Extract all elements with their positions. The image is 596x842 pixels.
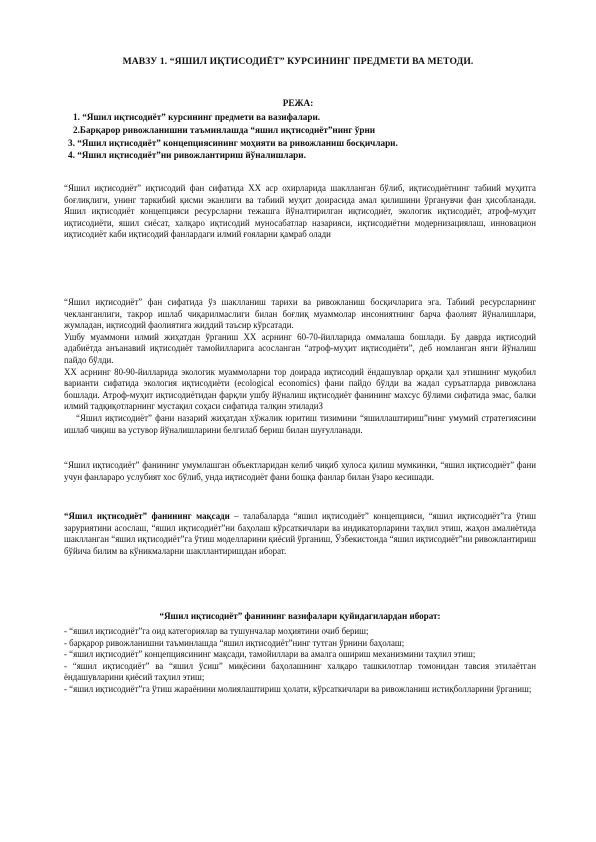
plan-item: 2.Барқарор ривожланишни таъминлашда “яшил иқтисодиёт”нинг ўрни (73, 124, 376, 135)
plan-item: 1. “Яшил иқтисодиёт” курсининг предмети ва вазифалари. (73, 112, 321, 122)
paragraph-goal (64, 511, 536, 557)
list-item: - “яшил иқтисодиёт”га ўтиш жараёнини молиялаштириш ҳолати, кўрсаткичлари ва ривожланиш истиқболларини ўрганиш; (64, 683, 532, 694)
tasks-list (64, 626, 536, 696)
list-item: - “яшил иқтисодиёт” концепциясининг мақсади, тамойиллари ва амалга ошириш механизмини таҳлил этиш; (64, 649, 476, 660)
paragraph: “Яшил иқтисодиёт” фан сифатида ўз шаклланиш тарихи ва ривожланиш босқичларига эга. Табиий ресурсларнинг чекланганлиги, такрор ишлаб чиқарилмаслиги билан боғлиқ муаммолар инсониятнинг барча фаолият йўналишлари, жумладан, иқтисодий фаолиятига жиддий таъсир кўрсатади. (64, 297, 536, 331)
paragraph: XX асрнинг 80-90-йилларида экологик муаммоларни тор доирада иқтисодий ёндашувлар орқали ҳал этишнинг муқобил варианти сифатида экология иқтисодиёти (ecological economics) фани пайдо бўлди ва жадал суръатларда ривожлана бошлади. Атроф-муҳит иқтисодиётидан фарқли ушбу йўналиш иқтисодиёт фанининг махсус бўлими сифатида эмас, балки илмий тадқиқотларнинг мустақил соҳаси сифатида талқин этиладиЗ (64, 366, 536, 412)
body-block-objects (64, 460, 536, 483)
body-block-goal (64, 511, 536, 557)
tasks-heading: “Яшил иқтисодиёт” фанининг вазифалари қуйидагилардан иборат: (159, 611, 441, 621)
list-item: - барқарор ривожланишни таъминлашда “яшил иқтисодиёт”нинг тутган ўрнини баҳолаш; (64, 637, 405, 648)
paragraph: “Яшил иқтисодиёт” фанининг умумлашган объектларидан келиб чиқиб хулоса қилиш мумкинки, “яшил иқтисодиёт” фани учун фанлараро услубият хос бўлиб, унда иқтисодиёт фани бошқа фанлар билан ўзаро кесишади. (64, 460, 536, 482)
plan-item: 3. “Яшил иқтисодиёт” концепциясининг моҳияти ва ривожланиш босқичлари. (68, 137, 398, 148)
goal-text: – талабаларда “яшил иқтисодиёт” концепцияси, “яшил иқтисодиёт”га ўтиш заруриятини асослаш, “яшил иқтисодиёт”ни баҳолаш кўрсаткичлари ва индикаторларини таҳлил этиш, жаҳон амалиётида шаклланган “яшил иқтисодиёт”га ўтиш моделларини қиёсий ўрганиш, Ўзбекистонда “яшил иқтисодиёт”ни ривожлантириш бўйича билим ва кўникмаларни шакллантиришдан иборат. (64, 511, 536, 556)
body-block-history (64, 297, 536, 436)
paragraph: “Яшил иқтисодиёт” фани назарий жиҳатдан хўжалик юритиш тизимини “яшиллаштириш”нинг умумий стратегиясини ишлаб чиқиш ва устувор йўналишларини белгилаб бериш билан шуғулланади. (64, 412, 536, 435)
document-title: МАВЗУ 1. “ЯШИЛ ИҚТИСОДИЁТ” КУРСИНИНГ ПРЕДМЕТИ ВА МЕТОДИ. (122, 56, 474, 67)
body-block-intro (64, 183, 536, 241)
paragraph: “Яшил иқтисодиёт” иқтисодий фан сифатида XX аср охирларида шаклланган бўлиб, иқтисодиётнинг табиий муҳитга боғлиқлиги, унинг таркибий қисми эканлиги ва табиий муҳит доирасида амал қилишини ўрганувчи фан ҳисобланади. Яшил иқтисодиёт концепцияси ресурсларни тежашга йўналтирилган иқтисодиёт, экологик иқтисодиёт, атроф-муҳит иқтисодиёти, яшил сиёсат, халқаро иқтисодий муносабатлар назарияси, иқтисодиётни модернизациялаш, инновацион иқтисодиёт каби иқтисодий фанлардаги илмий ғояларни қамраб олади (64, 183, 536, 240)
plan-item: 4. “Яшил иқтисодиёт”ни ривожлантириш йўналишлари. (68, 150, 306, 161)
plan-list (60, 111, 540, 162)
plan-heading: РЕЖА: (282, 98, 314, 108)
list-item: - “яшил иқтисодиёт”га оид категориялар ва тушунчалар моҳиятини очиб бериш; (64, 626, 369, 636)
goal-lead: “Яшил иқтисодиёт” фанининг мақсади (64, 511, 230, 521)
list-item: - “яшил иқтисодиёт” ва “яшил ўсиш” миқёсини баҳолашнинг халқаро ташкилотлар томонидан тавсия этилаётган ёндашувларини қиёсий таҳлил этиш; (64, 660, 536, 683)
paragraph: Ушбу муаммони илмий жиҳатдан ўрганиш XX асрнинг 60-70-йилларида оммалаша бошлади. Бу даврда иқтисодий адабиётда анъанавий иқтисодиёт тамойилларига асосланган “атроф-муҳит иқтисодиёти”, деб номланган янги йўналиш пайдо бўлди. (64, 331, 536, 365)
